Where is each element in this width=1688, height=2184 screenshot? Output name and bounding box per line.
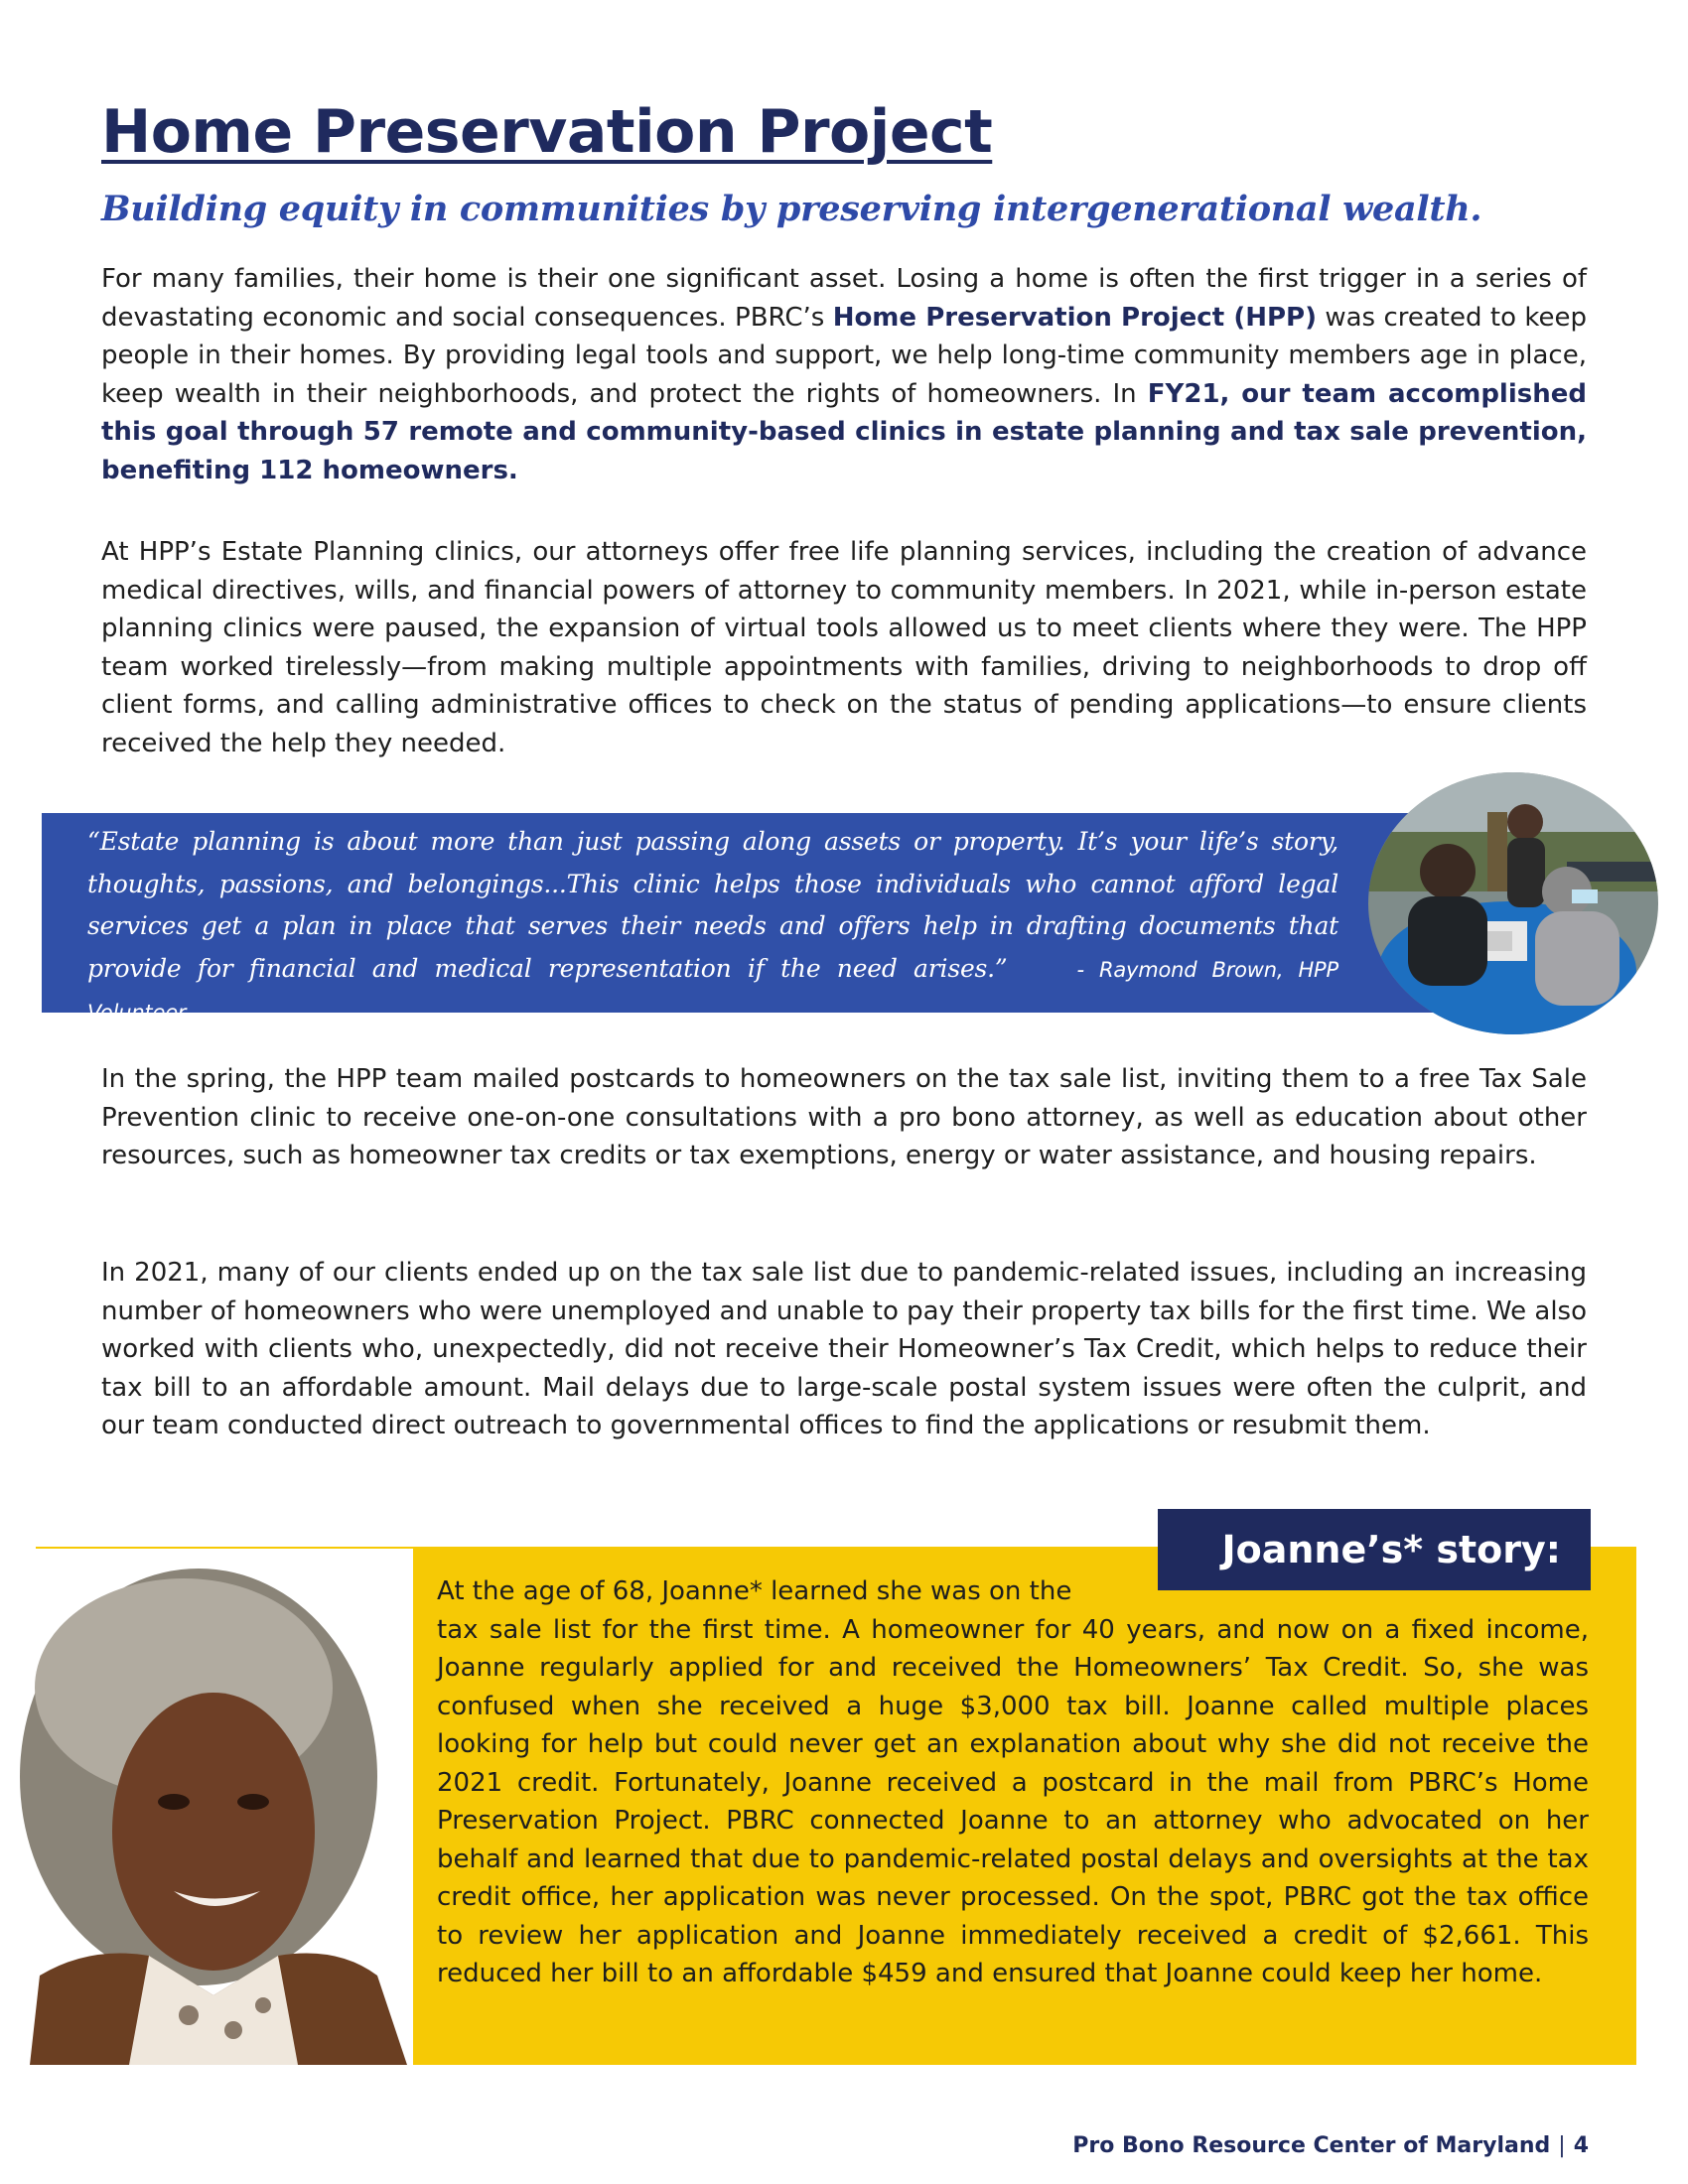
estate-planning-paragraph: At HPP’s Estate Planning clinics, our attorneys offer free life planning services, including the creation of advance medical directives, wills, and financial powers of attorney to community members. In 2021, while in-person estate planning clinics were paused, the expansion of virtual tools allowed us to meet clients where they were. The HPP team worked tirelessly—from making multiple appointments with families, driving to neighborhoods to drop off client forms, and calling administrative offices to check on the status of pending applications—to ensure clients received the help they needed. bbox=[101, 537, 1587, 758]
page-footer bbox=[1072, 2133, 1589, 2158]
footer-org: Pro Bono Resource Center of Maryland bbox=[1072, 2133, 1551, 2158]
intro-text-a: For many families, their home is their one significant asset. Losing a home is often the first trigger in a series of devastating economic and social consequences. PBRC’s bbox=[101, 264, 1587, 333]
quote-text: “Estate planning is about more than just passing along assets or property. It’s your life’s story, thoughts, passions, and belongings...This clinic helps those individuals who cannot afford legal services get a plan in place that serves their needs and offers help in drafting documents that provide for financial and medical representation if the need arises.” bbox=[87, 827, 1338, 983]
page-subtitle: Building equity in communities by preserving intergenerational wealth. bbox=[101, 189, 1482, 229]
footer-separator: | bbox=[1558, 2133, 1566, 2158]
page-title: Home Preservation Project bbox=[101, 97, 993, 167]
pandemic-paragraph: In 2021, many of our clients ended up on the tax sale list due to pandemic-related issues, including an increasing number of homeowners who were unemployed and unable to pay their property tax bills for the first time. We also worked with clients who, unexpectedly, did not receive their Homeowner’s Tax Credit, which helps to reduce their tax bill to an affordable amount. Mail delays due to large-scale postal system issues were often the culprit, and our team conducted direct outreach to governmental offices to find the applications or resubmit them. bbox=[101, 1258, 1587, 1440]
story-first-line: At the age of 68, Joanne* learned she was on the bbox=[437, 1576, 1072, 1606]
quote-attribution: - Raymond Brown, HPP Volunteer bbox=[87, 957, 1338, 1024]
clinic-photo bbox=[1368, 772, 1658, 1034]
story-body: tax sale list for the first time. A homeowner for 40 years, and now on a fixed income, Joanne regularly applied for and received the Homeowners’ Tax Credit. So, she was confused when she received a huge $3,000 tax bill. Joanne called multiple places looking for help but could never get an explanation about why she did not receive the 2021 credit. Fortunately, Joanne received a postcard in the mail from PBRC’s Home Preservation Project. PBRC connected Joanne to an attorney who advocated on her behalf and learned that due to pandemic-related postal delays and oversights at the tax credit office, her application was never processed. On the spot, PBRC got the tax office to review her application and Joanne immediately received a credit of $2,661. This reduced her bill to an affordable $459 and ensured that Joanne could keep her home. bbox=[437, 1614, 1589, 1988]
intro-text-b: was created to keep people in their homes. By providing legal tools and support, we help long-time community members age in place, keep wealth in their neighborhoods, and protect the rights of homeowners. In bbox=[101, 302, 1587, 409]
story-heading: Joanne’s* story: bbox=[1158, 1509, 1591, 1590]
portrait-illustration bbox=[0, 1549, 413, 2065]
clinic-photo-illustration bbox=[1368, 772, 1658, 1034]
joanne-portrait bbox=[0, 1549, 413, 2065]
tax-sale-paragraph: In the spring, the HPP team mailed postcards to homeowners on the tax sale list, inviting them to a free Tax Sale Prevention clinic to receive one-on-one consultations with a pro bono attorney, as well as education about other resources, such as homeowner tax credits or tax exemptions, energy or water assistance, and housing repairs. bbox=[101, 1064, 1587, 1170]
intro-paragraph bbox=[101, 260, 1587, 489]
volunteer-quote bbox=[87, 821, 1338, 1034]
intro-bold-b: FY21, our team accomplished this goal through 57 remote and community-based clinics in estate planning and tax sale prevention, benefiting 112 homeowners. bbox=[101, 378, 1587, 485]
story-text bbox=[437, 1572, 1589, 1993]
intro-bold-a: Home Preservation Project (HPP) bbox=[832, 302, 1317, 333]
page-number: 4 bbox=[1573, 2133, 1589, 2158]
